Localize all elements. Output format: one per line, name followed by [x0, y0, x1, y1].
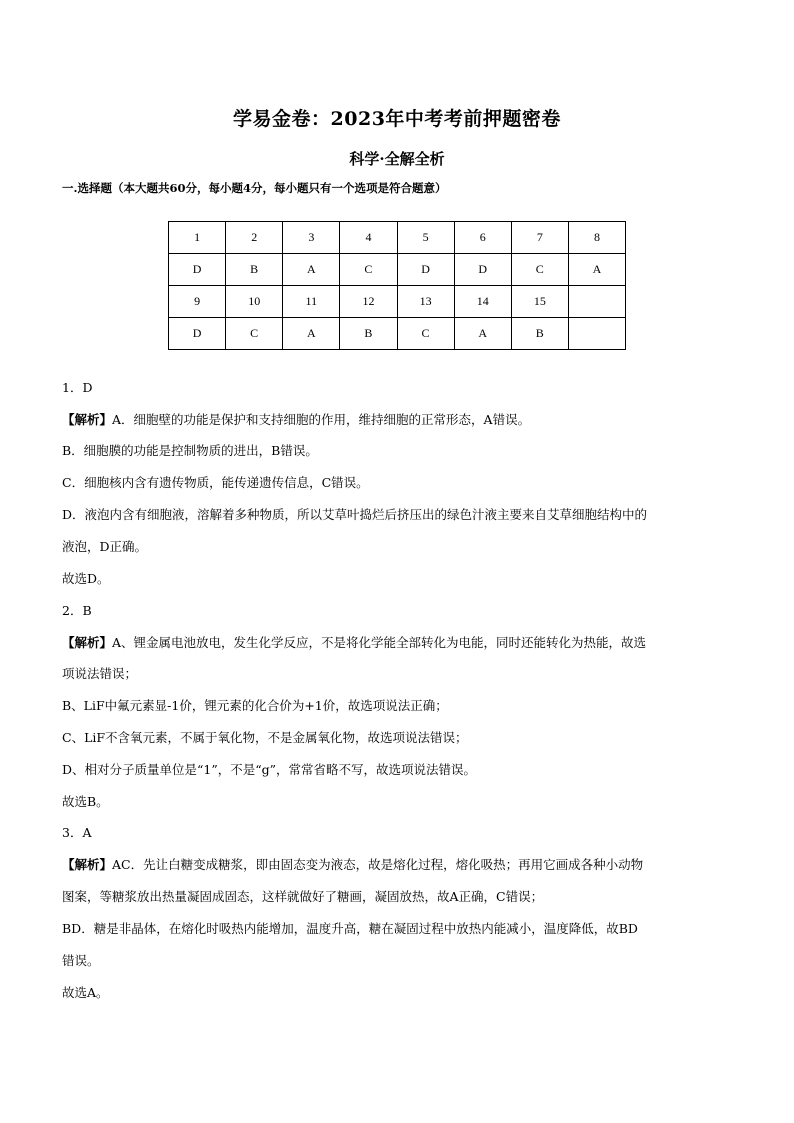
table-cell: A	[568, 254, 625, 286]
table-cell: C	[511, 254, 568, 286]
explanation-tag: 【解析】	[62, 635, 113, 650]
table-cell: 4	[340, 222, 397, 254]
table-cell: B	[340, 318, 397, 350]
table-cell: 8	[568, 222, 625, 254]
table-cell: A	[283, 254, 340, 286]
table-cell: 15	[511, 286, 568, 318]
explanation-tag: 【解析】	[62, 412, 113, 427]
table-cell: 1	[169, 222, 226, 254]
table-row	[169, 254, 626, 286]
table-cell: 3	[283, 222, 340, 254]
answer-table	[168, 221, 626, 350]
q2-explanation-d: D、相对分子质量单位是“1”，不是“g”，常常省略不写，故选项说法错误。	[62, 762, 477, 777]
table-cell: 6	[454, 222, 511, 254]
q2-answer: 2．B	[62, 603, 92, 618]
q3-conclusion: 故选A。	[62, 985, 109, 1000]
q1-answer: 1．D	[62, 380, 93, 395]
q1-explanation-b: B．细胞膜的功能是控制物质的进出，B错误。	[62, 443, 318, 458]
table-cell: C	[226, 318, 283, 350]
table-cell: 10	[226, 286, 283, 318]
table-cell: A	[283, 318, 340, 350]
table-cell: 11	[283, 286, 340, 318]
table-cell: 9	[169, 286, 226, 318]
section-heading: 一.选择题（本大题共60分，每小题4分，每小题只有一个选项是符合题意）	[62, 181, 447, 195]
explanation-text: A、锂金属电池放电，发生化学反应，不是将化学能全部转化为电能，同时还能转化为热能，故选	[112, 635, 647, 650]
table-row	[169, 222, 626, 254]
table-cell: D	[397, 254, 454, 286]
table-row	[169, 318, 626, 350]
table-cell: 13	[397, 286, 454, 318]
q2-explanation-a	[62, 633, 646, 651]
q2-explanation-c: C、LiF不含氧元素，不属于氧化物，不是金属氧化物，故选项说法错误；	[62, 730, 468, 745]
table-cell: C	[340, 254, 397, 286]
table-cell: B	[226, 254, 283, 286]
table-cell	[568, 286, 625, 318]
table-cell: A	[454, 318, 511, 350]
table-cell: B	[511, 318, 568, 350]
q3-explanation-ac	[62, 855, 643, 873]
q1-explanation-d-cont: 液泡，D正确。	[62, 539, 148, 554]
q3-answer: 3．A	[62, 825, 92, 840]
table-cell	[568, 318, 625, 350]
table-row	[169, 286, 626, 318]
explanation-text: AC．先让白糖变成糖浆，即由固态变为液态，故是熔化过程，熔化吸热；再用它画成各种小动物	[112, 857, 644, 872]
q3-explanation-bd: BD．糖是非晶体，在熔化时吸热内能增加，温度升高，糖在凝固过程中放热内能减小，温度降低，故BD	[62, 921, 638, 936]
table-cell: 14	[454, 286, 511, 318]
q2-explanation-b: B、LiF中氟元素显-1价，锂元素的化合价为+1价，故选项说法正确；	[62, 698, 448, 713]
q1-explanation-c: C．细胞核内含有遗传物质，能传递遗传信息，C错误。	[62, 475, 369, 490]
table-cell: 7	[511, 222, 568, 254]
table-cell: D	[169, 318, 226, 350]
q1-explanation-d: D．液泡内含有细胞液，溶解着多种物质，所以艾草叶捣烂后挤压出的绿色汁液主要来自艾草细胞结构中的	[62, 507, 648, 522]
table-cell: D	[169, 254, 226, 286]
q2-conclusion: 故选B。	[62, 794, 109, 809]
q3-explanation-bd-cont: 错误。	[62, 953, 100, 968]
explanation-tag: 【解析】	[62, 857, 113, 872]
page-title: 学易金卷：2023年中考考前押题密卷	[233, 108, 561, 130]
page-subtitle: 科学·全解全析	[349, 150, 445, 168]
q3-explanation-ac-cont: 图案，等糖浆放出热量凝固成固态，这样就做好了糖画，凝固放热，故A正确，C错误；	[62, 889, 544, 904]
table-cell: 12	[340, 286, 397, 318]
table-cell: D	[454, 254, 511, 286]
q2-explanation-a-cont: 项说法错误；	[62, 666, 138, 681]
q1-explanation-a	[62, 410, 530, 428]
table-cell: 2	[226, 222, 283, 254]
table-cell: 5	[397, 222, 454, 254]
table-cell: C	[397, 318, 454, 350]
q1-conclusion: 故选D。	[62, 571, 110, 586]
explanation-text: A．细胞壁的功能是保护和支持细胞的作用，维持细胞的正常形态，A错误。	[112, 412, 531, 427]
